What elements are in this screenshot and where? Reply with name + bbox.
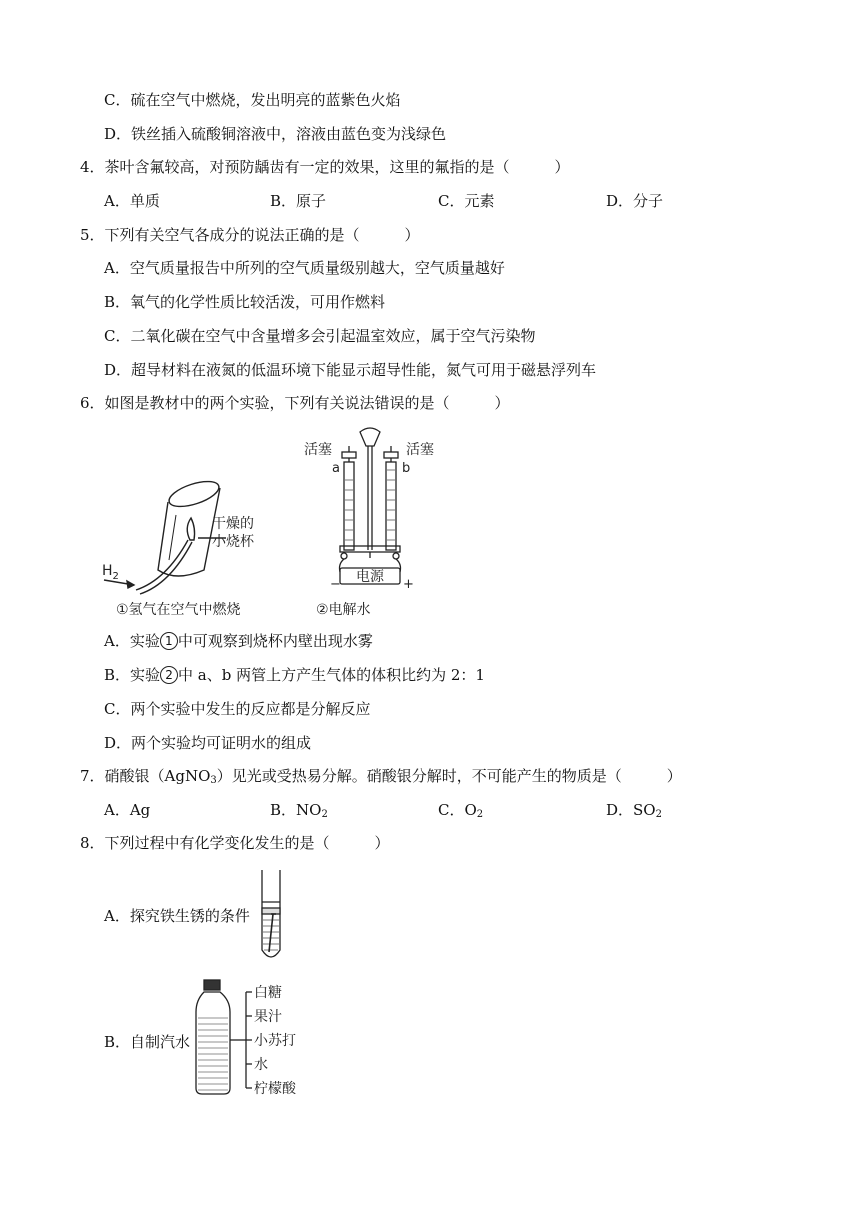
q6-stem: 6．如图是教材中的两个实验，下列有关说法错误的是（ ） (80, 394, 510, 412)
q3-option-d: D．铁丝插入硫酸铜溶液中，溶液由蓝色变为浅绿色 (104, 125, 447, 143)
q8-stem: 8．下列过程中有化学变化发生的是（ ） (80, 834, 390, 852)
label-tube-b: b (402, 461, 411, 476)
q7-stem: 7．硝酸银（AgNO$_3$）见光或受热易分解。硝酸银分解时，不可能产生的物质是（ ） (80, 767, 682, 786)
test-tube-figure (258, 868, 288, 968)
q5-option-c: C．二氧化碳在空气中含量增多会引起温室效应，属于空气污染物 (104, 327, 536, 345)
q8-option-a: A．探究铁生锈的条件 (104, 907, 250, 925)
q7-option-b: B．$NO_2$ (270, 801, 328, 820)
label-sugar: 白糖 (254, 985, 282, 1001)
q5-stem: 5．下列有关空气各成分的说法正确的是（ ） (80, 226, 420, 244)
q7-option-c: C．$O_2$ (438, 801, 484, 820)
caption-electrolysis: ②电解水 (316, 602, 371, 618)
label-power-source: 电源 (356, 569, 384, 585)
q6-option-a: A．实验 1 中可观察到烧杯内壁出现水雾 (104, 632, 373, 650)
q4-stem: 4．茶叶含氟较高，对预防龋齿有一定的效果，这里的氟指的是（ ） (80, 158, 570, 176)
label-baking-soda: 小苏打 (254, 1033, 296, 1049)
hydrogen-burning-figure (96, 420, 296, 620)
q5-option-d: D．超导材料在液氮的低温环境下能显示超导性能，氮气可用于磁悬浮列车 (104, 361, 597, 379)
q4-option-d: D．分子 (606, 192, 664, 210)
label-citric-acid: 柠檬酸 (254, 1081, 296, 1097)
q7-option-a: A．Ag (104, 801, 151, 819)
label-valve-left: 活塞 (304, 442, 332, 458)
label-tube-a: a (332, 461, 340, 476)
electrolysis-figure (300, 420, 460, 620)
q3-option-c: C．硫在空气中燃烧，发出明亮的蓝紫色火焰 (104, 91, 401, 109)
label-h2: $H_2$ (102, 563, 119, 582)
label-plus: + (403, 577, 414, 592)
label-minus: − (330, 577, 341, 592)
q6-option-d: D．两个实验均可证明水的组成 (104, 734, 312, 752)
q4-option-a: A．单质 (104, 192, 160, 210)
q5-option-b: B．氧气的化学性质比较活泼，可用作燃料 (104, 293, 386, 311)
label-dry: 干燥的 (212, 516, 254, 532)
q6-option-b: B．实验 2 中 a、b 两管上方产生气体的体积比约为 2：1 (104, 666, 485, 684)
q8-option-b: B．自制汽水 (104, 1033, 191, 1051)
q4-option-b: B．原子 (270, 192, 327, 210)
label-water: 水 (254, 1057, 268, 1073)
label-small-beaker: 小烧杯 (212, 534, 254, 550)
q7-option-d: D．$SO_2$ (606, 801, 662, 820)
q6-option-c: C．两个实验中发生的反应都是分解反应 (104, 700, 371, 718)
q5-option-a: A．空气质量报告中所列的空气质量级别越大，空气质量越好 (104, 259, 505, 277)
label-valve-right: 活塞 (406, 442, 434, 458)
soda-bottle-figure (190, 978, 320, 1108)
caption-hydrogen-burning: ①氢气在空气中燃烧 (116, 602, 241, 618)
label-juice: 果汁 (254, 1009, 282, 1025)
q4-option-c: C．元素 (438, 192, 495, 210)
